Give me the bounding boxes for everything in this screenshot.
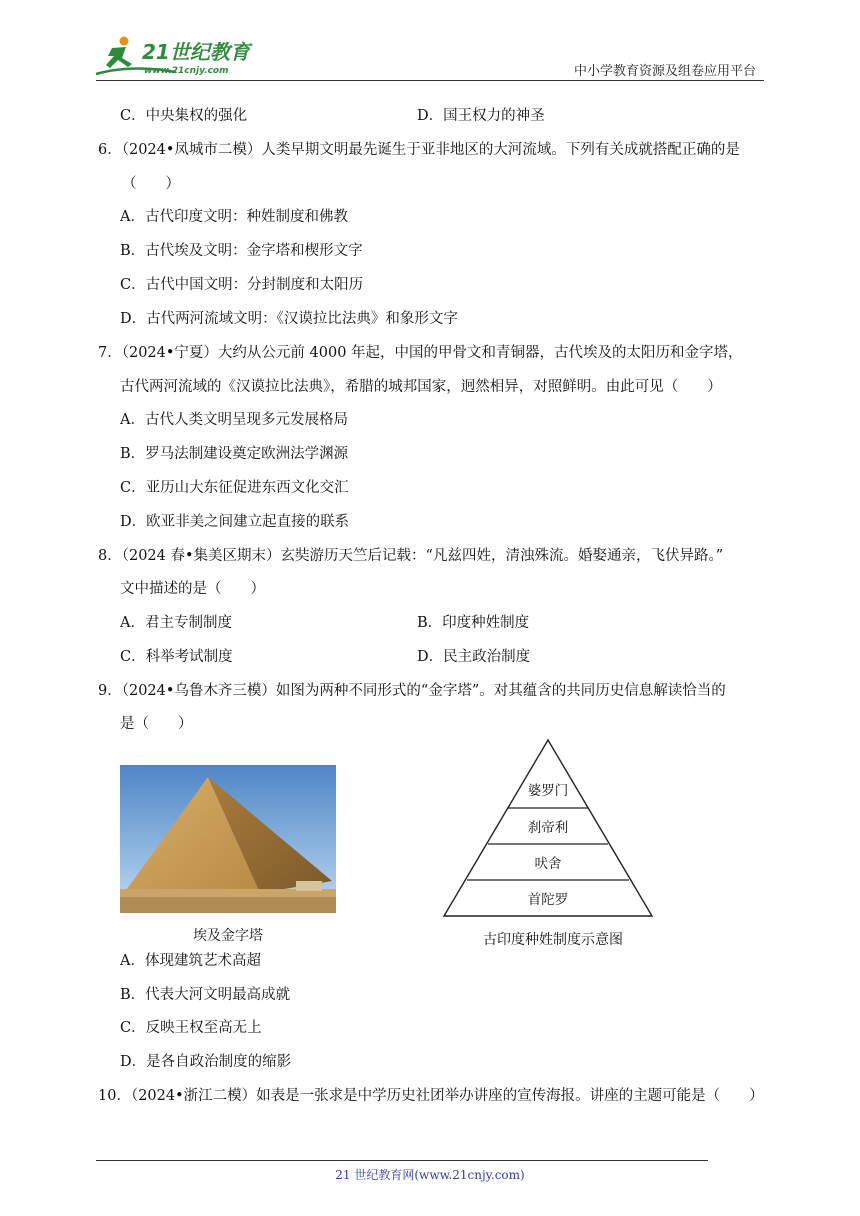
- q6-option-a: A．古代印度文明：种姓制度和佛教: [120, 209, 348, 225]
- q9-option-b: B．代表大河文明最高成就: [120, 987, 291, 1003]
- q7-option-b: B．罗马法制建设奠定欧洲法学渊源: [120, 446, 349, 462]
- logo-url: www.21cnjy.com: [144, 66, 229, 76]
- q7-option-c: C．亚历山大东征促进东西文化交汇: [120, 480, 349, 496]
- q6-answer-paren: （ ）: [122, 176, 180, 192]
- caste-shudra: 首陀罗: [527, 892, 569, 908]
- q7-option-a: A．古代人类文明呈现多元发展格局: [120, 412, 348, 428]
- footer-divider: [96, 1160, 708, 1161]
- site-logo: [92, 34, 262, 78]
- q5-option-c: C．中央集权的强化: [120, 108, 248, 124]
- q8-stem-line1: 8．（2024 春•集美区期末）玄奘游历天竺后记载：“凡兹四姓，清浊殊流。婚娶通亲，飞伏异路。”: [98, 548, 724, 564]
- q8-option-b: B．印度种姓制度: [417, 615, 530, 631]
- photo-caption: 埃及金字塔: [193, 928, 263, 944]
- diagram-caption: 古印度种姓制度示意图: [483, 932, 623, 948]
- footer-link[interactable]: 21 世纪教育网(www.21cnjy.com): [335, 1168, 525, 1182]
- q8-option-d: D．民主政治制度: [417, 649, 531, 665]
- q8-option-c: C．科举考试制度: [120, 649, 233, 665]
- q7-option-d: D．欧亚非美之间建立起直接的联系: [120, 514, 350, 530]
- q6-option-b: B．古代埃及文明：金字塔和楔形文字: [120, 243, 363, 259]
- q8-option-a: A．君主专制制度: [120, 615, 232, 631]
- q9-option-c: C．反映王权至高无上: [120, 1020, 262, 1036]
- q7-stem-line2: 古代两河流域的《汉谟拉比法典》，希腊的城邦国家，迥然相异，对照鲜明。由此可见（ ）: [120, 379, 722, 395]
- q9-option-a: A．体现建筑艺术高超: [120, 953, 261, 969]
- caste-vaishya: 吠舍: [534, 856, 562, 872]
- q6-stem: 6．（2024•凤城市二模）人类早期文明最先诞生于亚非地区的大河流域。下列有关成就搭配正确的是: [98, 142, 740, 158]
- q8-stem-line2: 文中描述的是（ ）: [120, 581, 265, 597]
- caste-kshatriya: 刹帝利: [527, 820, 569, 836]
- q6-option-d: D．古代两河流域文明：《汉谟拉比法典》和象形文字: [120, 311, 458, 327]
- q9-stem-line2: 是（ ）: [120, 716, 193, 732]
- caste-brahmin: 婆罗门: [527, 783, 569, 799]
- logo-text: 21世纪教育: [142, 40, 250, 64]
- q10-stem: 10．（2024•浙江二模）如表是一张求是中学历史社团举办讲座的宣传海报。讲座的主题可能是（ ）: [98, 1088, 764, 1104]
- egypt-pyramid-photo: [120, 765, 336, 913]
- q9-stem-line1: 9．（2024•乌鲁木齐三模）如图为两种不同形式的“金字塔”。对其蕴含的共同历史信息解读恰当的: [98, 683, 726, 699]
- caste-pyramid-diagram: [440, 738, 656, 920]
- q7-stem-line1: 7．（2024•宁夏）大约从公元前 4000 年起，中国的甲骨文和青铜器，古代埃及的太阳历和金字塔，: [98, 345, 743, 361]
- q9-option-d: D．是各自政治制度的缩影: [120, 1054, 292, 1070]
- q6-option-c: C．古代中国文明：分封制度和太阳历: [120, 277, 364, 293]
- header-divider: [96, 80, 764, 81]
- platform-name: 中小学教育资源及组卷应用平台: [573, 64, 756, 79]
- q5-option-d: D．国王权力的神圣: [417, 108, 545, 124]
